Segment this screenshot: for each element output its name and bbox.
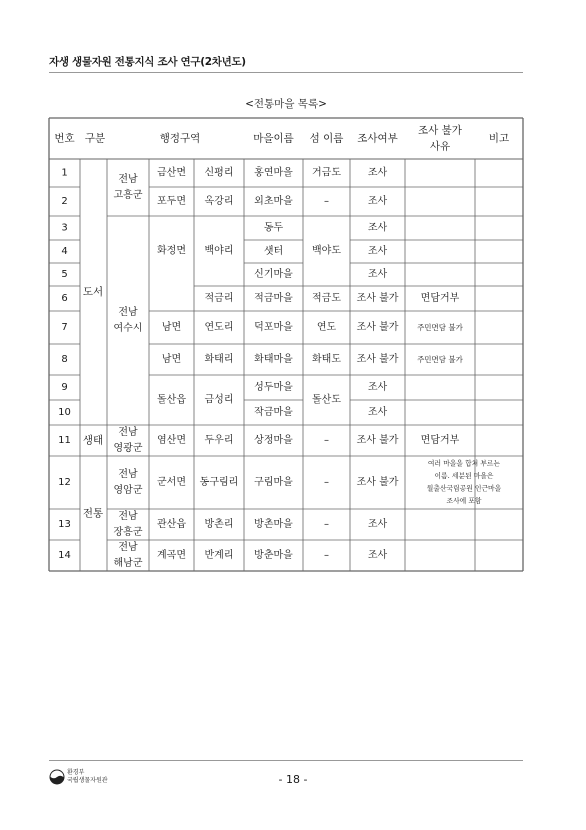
row-number: 14 [58,550,71,561]
ri-name: 반계리 [204,550,234,561]
county-name: 전남 [118,174,138,185]
survey-unavailable-reason: 이름. 세분된 마을은 [434,472,494,480]
county-name: 전남 [118,511,138,522]
row-number: 10 [58,407,71,418]
survey-status: 조사 불가 [356,477,399,488]
survey-unavailable-reason: 주민면담 불가 [417,323,463,332]
header-admin-area: 행정구역 [159,132,201,145]
survey-unavailable-reason: 월출산국립공원 인근마을 [426,484,502,493]
village-name: 샛터 [263,246,284,257]
county-name: 장흥군 [113,527,143,538]
village-name: 작금마을 [254,407,293,418]
category-group: 생태 [82,434,104,447]
running-header-title: 자생 생물자원 전통지식 조사 연구(2차년도) [49,56,246,68]
island-name: 화태도 [312,354,341,365]
village-name: 덕포마을 [254,322,293,333]
survey-unavailable-reason: 조사에 포함 [446,497,482,505]
ri-name: 두우리 [204,435,234,446]
village-name: 신기마을 [254,269,293,280]
header-category: 구분 [84,132,106,145]
county-name: 여수시 [113,323,143,334]
category-group: 전통 [82,507,104,520]
header-village-name: 마을이름 [253,132,294,145]
township-name: 관산읍 [157,519,186,530]
table-caption: <전통마을 목록> [245,98,327,110]
survey-status: 조사 [367,246,388,257]
county-name: 고흥군 [113,190,143,201]
survey-status: 조사 불가 [356,293,399,304]
county-name: 전남 [118,542,138,553]
ri-name: 동구림리 [199,477,239,488]
county-name: 전남 [118,427,138,438]
survey-status: 조사 불가 [356,322,399,333]
row-number: 3 [61,222,68,234]
survey-unavailable-reason: 주민면담 불가 [417,355,463,364]
county-name: 영광군 [113,443,143,454]
ri-name: 방촌리 [204,519,234,530]
county-name: 영암군 [113,485,143,496]
survey-status: 조사 [367,550,388,561]
survey-status: 조사 [367,519,388,530]
header-island-name: 섬 이름 [309,132,344,145]
county-name: 전남 [118,307,138,318]
township-name: 남면 [161,322,182,333]
header-reason: 사유 [429,140,451,153]
village-name: 방춘마을 [254,550,293,561]
island-name: 적금도 [312,293,341,304]
township-name: 돌산읍 [157,394,186,406]
survey-status: 조사 [367,196,388,207]
township-name: 군서면 [157,477,186,488]
county-name: 해남군 [113,558,143,569]
row-number: 9 [61,382,68,393]
village-name: 화태마을 [254,354,293,365]
county-name: 전남 [118,469,138,480]
island-name: – [324,435,329,446]
village-name: 적금마을 [254,293,293,304]
island-name: 연도 [316,322,337,333]
footer-org-line: 국립생물자원관 [67,776,108,784]
header-remark: 비고 [488,132,510,145]
footer-rule [49,760,523,761]
header-number: 번호 [54,132,75,145]
township-name: 포두면 [157,196,186,207]
survey-unavailable-reason: 여러 마을을 합쳐 부르는 [427,459,501,468]
village-name: 방촌마을 [254,519,293,530]
village-name: 홍연마을 [254,167,293,179]
row-number: 12 [58,477,71,488]
survey-status: 조사 [367,269,388,280]
ri-name: 연도리 [204,322,234,333]
island-name: – [324,519,329,530]
row-number: 2 [61,196,68,207]
survey-status: 조사 [367,407,388,418]
survey-status: 조사 [367,167,388,179]
island-name: 거금도 [312,167,341,179]
ri-name: 금성리 [204,394,234,406]
survey-status: 조사 [367,222,388,234]
township-name: 남면 [161,354,182,365]
township-name: 화정면 [157,245,186,257]
row-number: 5 [61,269,68,280]
header-survey-status: 조사여부 [357,132,398,145]
island-name: – [324,477,329,488]
category-group: 도서 [82,286,104,298]
row-number: 13 [58,519,71,530]
island-name: – [324,550,329,561]
row-number: 7 [61,322,68,333]
village-name: 상정마을 [254,435,293,446]
page-number: - 18 - [278,773,308,786]
village-name: 동두 [263,222,284,234]
village-name: 외초마을 [254,196,293,207]
ri-name: 화태리 [204,354,234,365]
village-name: 구림마을 [254,477,293,488]
row-number: 6 [61,293,68,304]
village-name: 성두마을 [254,382,293,393]
ri-name: 신평리 [204,167,234,179]
row-number: 4 [61,246,68,257]
ri-name: 백야리 [204,245,234,257]
township-name: 염산면 [157,435,186,446]
island-name: 돌산도 [312,394,341,406]
ri-name: 옥강리 [204,196,234,207]
ri-name: 적금리 [204,293,234,304]
township-name: 금산면 [157,167,186,179]
row-number: 11 [58,435,71,446]
survey-status: 조사 불가 [356,435,399,446]
header-reason: 조사 불가 [418,124,462,137]
survey-unavailable-reason: 면담거부 [420,293,460,304]
footer-org-line: 환경부 [67,769,85,776]
survey-unavailable-reason: 면담거부 [420,435,460,446]
island-name: – [324,196,329,207]
township-name: 계곡면 [157,550,186,561]
row-number: 8 [61,354,68,365]
survey-status: 조사 불가 [356,354,399,365]
survey-status: 조사 [367,382,388,393]
row-number: 1 [61,167,68,179]
island-name: 백야도 [312,245,341,257]
